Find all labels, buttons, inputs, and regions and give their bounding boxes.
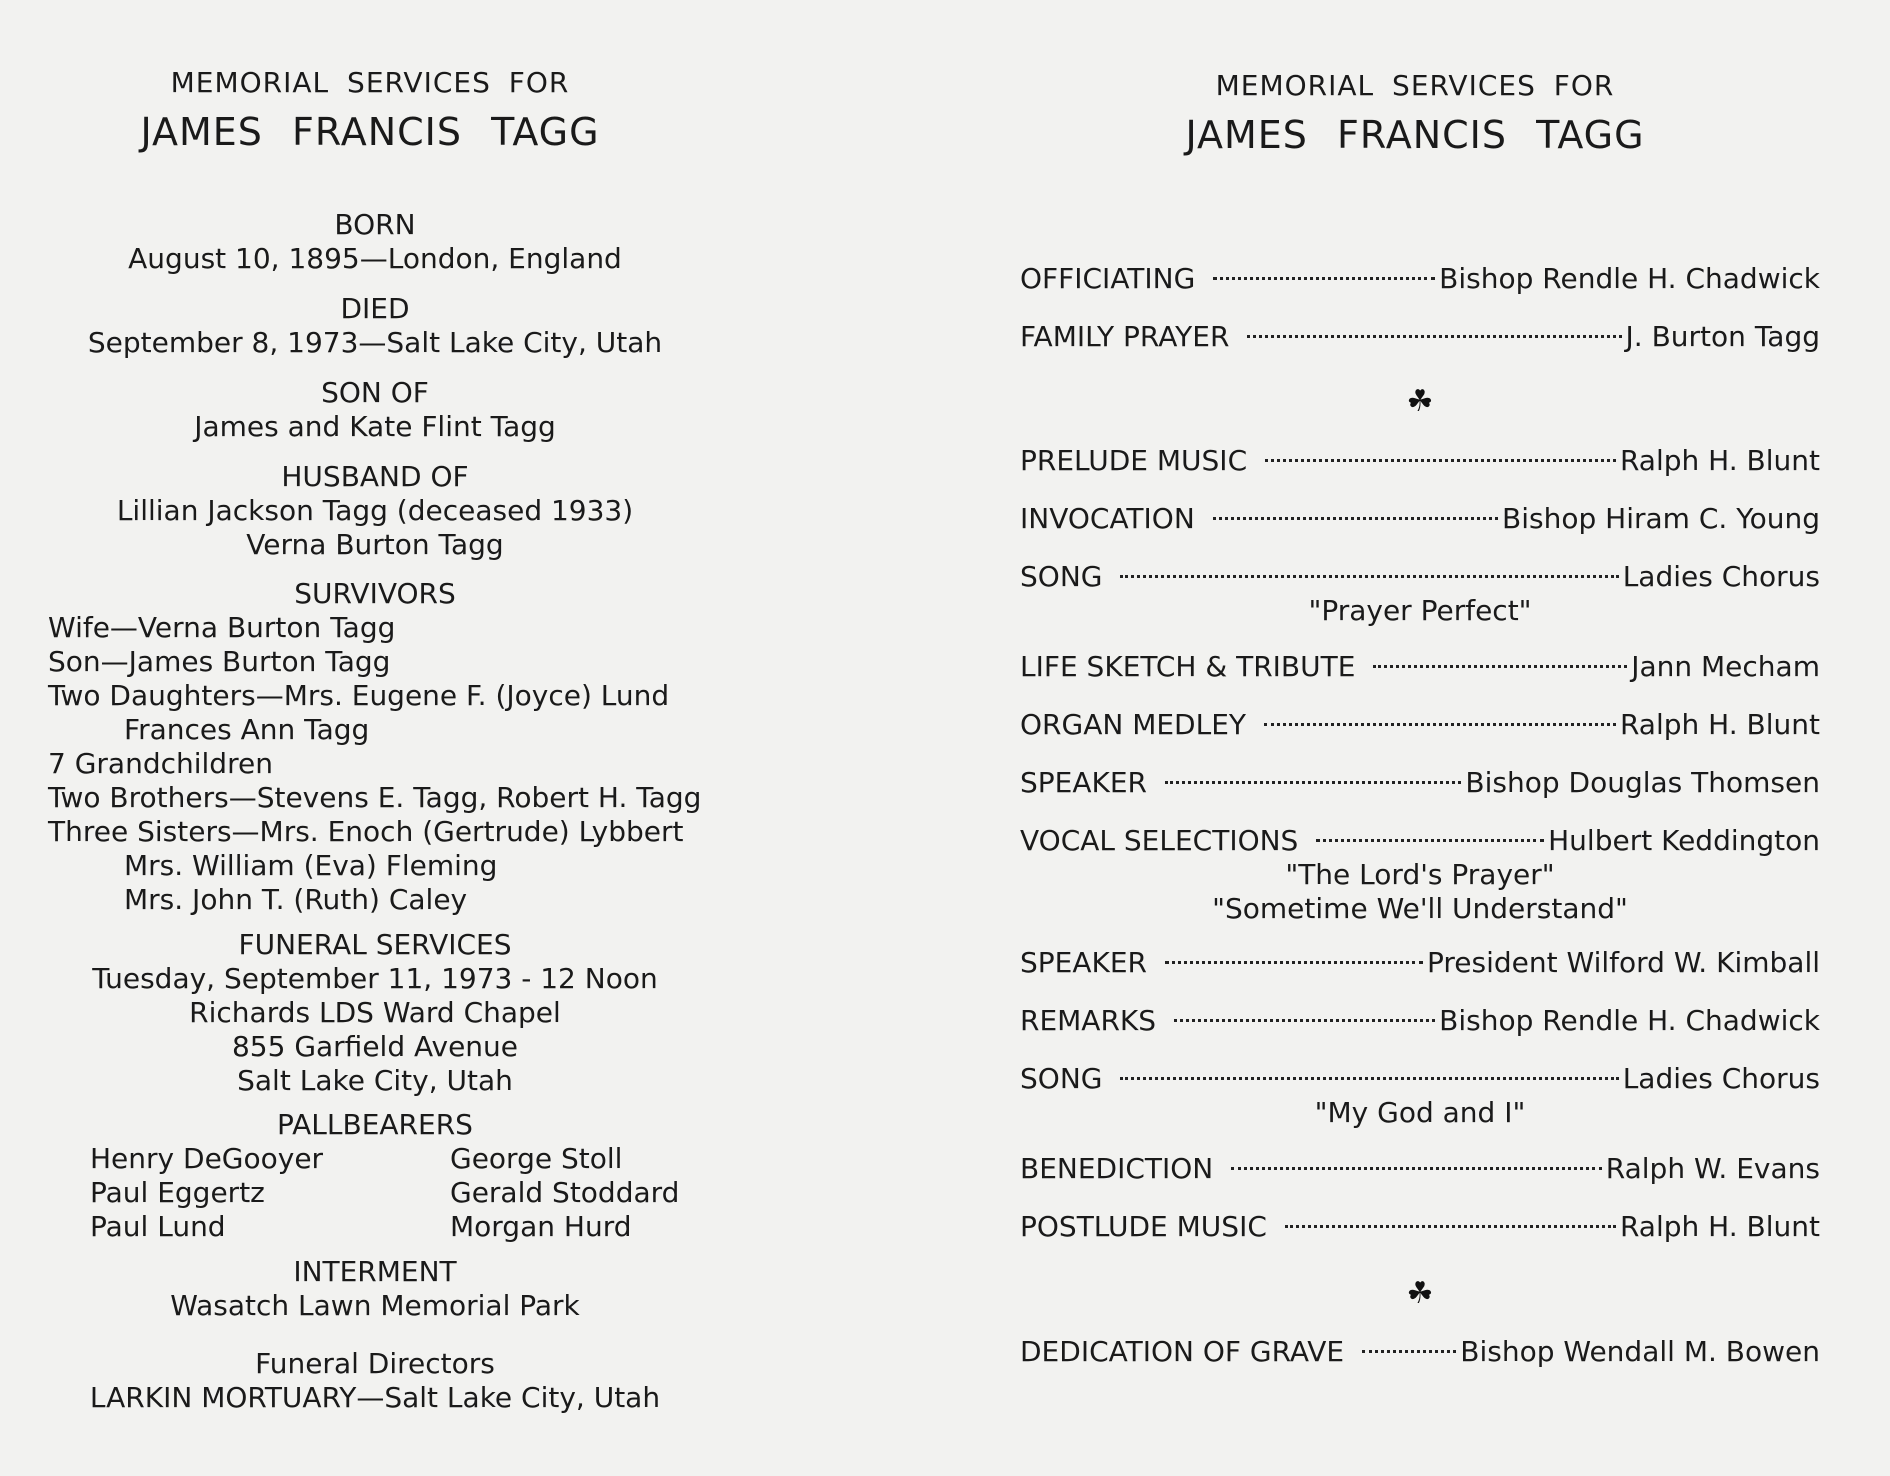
leader-dots <box>1213 517 1498 520</box>
program-item-person: Hulbert Keddington <box>1548 824 1820 857</box>
pallbearer-name: Paul Lund <box>90 1210 226 1243</box>
pallbearers-grid <box>0 1142 750 1244</box>
funeral-services-section <box>0 928 750 1098</box>
right-name: JAMES FRANCIS TAGG <box>1185 113 1645 157</box>
program-row <box>1020 262 1820 296</box>
left-page <box>0 0 760 1476</box>
program-item-label: FAMILY PRAYER <box>1020 320 1230 353</box>
program-item-label: SPEAKER <box>1020 766 1148 799</box>
program-item <box>1020 444 1820 478</box>
pallbearer-name: Paul Eggertz <box>90 1176 265 1209</box>
survivor-line: Frances Ann Tagg <box>124 713 370 746</box>
program-item-label: OFFICIATING <box>1020 262 1196 295</box>
survivor-line: Mrs. William (Eva) Fleming <box>124 849 498 882</box>
program-item-person: Ralph H. Blunt <box>1619 444 1820 477</box>
program-item <box>1020 560 1820 628</box>
program-item-person: Bishop Rendle H. Chadwick <box>1439 262 1820 295</box>
program-item-label: BENEDICTION <box>1020 1152 1214 1185</box>
program-item <box>1020 1335 1820 1369</box>
program-item-label: LIFE SKETCH & TRIBUTE <box>1020 650 1356 683</box>
program-item-label: SONG <box>1020 1062 1103 1095</box>
clover-ornament-icon: ☘ <box>1406 1276 1434 1311</box>
program-row <box>1020 1335 1820 1369</box>
program-row <box>1020 766 1820 800</box>
leader-dots <box>1265 459 1616 462</box>
program-item-label: DEDICATION OF GRAVE <box>1020 1335 1345 1368</box>
program-item-label: ORGAN MEDLEY <box>1020 708 1246 741</box>
program-item-person: Bishop Rendle H. Chadwick <box>1439 1004 1820 1037</box>
program-item-label: SPEAKER <box>1020 946 1148 979</box>
program-item-title: "Sometime We'll Understand" <box>1212 892 1628 925</box>
funeral-line: Salt Lake City, Utah <box>237 1064 513 1097</box>
pallbearers-section <box>0 1108 750 1244</box>
interment-section <box>0 1255 750 1323</box>
funeral-services-label: FUNERAL SERVICES <box>238 928 512 961</box>
program-item-person: Bishop Douglas Thomsen <box>1465 766 1820 799</box>
left-header: MEMORIAL SERVICES FOR <box>170 66 570 99</box>
survivor-line: 7 Grandchildren <box>48 747 273 780</box>
husband-of-line: Lillian Jackson Tagg (deceased 1933) <box>116 494 634 527</box>
program-item-label: VOCAL SELECTIONS <box>1020 824 1299 857</box>
program-item-person: Ralph H. Blunt <box>1619 708 1820 741</box>
survivor-line: Two Brothers—Stevens E. Tagg, Robert H. Tagg <box>48 781 702 814</box>
program-item-label: POSTLUDE MUSIC <box>1020 1210 1267 1243</box>
died-value: September 8, 1973—Salt Lake City, Utah <box>87 326 663 359</box>
program-item <box>1020 824 1820 926</box>
interment-label: INTERMENT <box>293 1255 457 1288</box>
died-section <box>0 292 750 360</box>
program-row <box>1020 320 1820 354</box>
program-item-person: Bishop Wendall M. Bowen <box>1460 1335 1820 1368</box>
leader-dots <box>1120 575 1618 578</box>
born-label: BORN <box>334 208 416 241</box>
program-item-person: Ralph W. Evans <box>1605 1152 1820 1185</box>
program-row <box>1020 1004 1820 1038</box>
program-row <box>1020 946 1820 980</box>
leader-dots <box>1316 839 1544 842</box>
program-item-person: President Wilford W. Kimball <box>1427 946 1820 979</box>
leader-dots <box>1362 1350 1456 1353</box>
program-row <box>1020 650 1820 684</box>
interment-value: Wasatch Lawn Memorial Park <box>170 1289 580 1322</box>
son-of-label: SON OF <box>321 376 429 409</box>
program-item-person: Ladies Chorus <box>1622 560 1820 593</box>
pallbearer-name: George Stoll <box>450 1142 623 1175</box>
clover-ornament-icon: ☘ <box>1406 384 1434 419</box>
program-item-person: Ladies Chorus <box>1622 1062 1820 1095</box>
program-item <box>1020 1004 1820 1038</box>
program-item-label: SONG <box>1020 560 1103 593</box>
program-item-title: "The Lord's Prayer" <box>1285 858 1555 891</box>
left-name: JAMES FRANCIS TAGG <box>140 110 600 154</box>
program-item <box>1020 708 1820 742</box>
leader-dots <box>1231 1167 1602 1170</box>
died-label: DIED <box>340 292 410 325</box>
program-item-label: PRELUDE MUSIC <box>1020 444 1248 477</box>
funeral-line: 855 Garfield Avenue <box>231 1030 519 1063</box>
survivor-line: Son—James Burton Tagg <box>48 645 391 678</box>
born-value: August 10, 1895—London, England <box>128 242 622 275</box>
program-item <box>1020 946 1820 980</box>
funeral-line: Richards LDS Ward Chapel <box>189 996 561 1029</box>
pallbearer-name: Morgan Hurd <box>450 1210 632 1243</box>
program-row <box>1020 560 1820 594</box>
survivor-line: Three Sisters—Mrs. Enoch (Gertrude) Lybbert <box>48 815 684 848</box>
program-item <box>1020 1210 1820 1244</box>
leader-dots <box>1213 277 1435 280</box>
leader-dots <box>1165 961 1423 964</box>
pallbearer-name: Gerald Stoddard <box>450 1176 680 1209</box>
program-row <box>1020 1210 1820 1244</box>
leader-dots <box>1247 335 1621 338</box>
program-item-person: Ralph H. Blunt <box>1619 1210 1820 1243</box>
program-row <box>1020 708 1820 742</box>
right-page <box>1000 0 1840 1476</box>
program-item <box>1020 1152 1820 1186</box>
program-item <box>1020 502 1820 536</box>
survivors-section <box>0 577 750 917</box>
leader-dots <box>1174 1019 1435 1022</box>
leader-dots <box>1264 723 1616 726</box>
program-item-person: Jann Mecham <box>1631 650 1820 683</box>
son-of-section <box>0 376 750 444</box>
leader-dots <box>1120 1077 1618 1080</box>
leader-dots <box>1285 1225 1616 1228</box>
funeral-line: Tuesday, September 11, 1973 - 12 Noon <box>92 962 658 995</box>
funeral-directors-section <box>0 1347 750 1415</box>
husband-of-label: HUSBAND OF <box>281 460 469 493</box>
program-row <box>1020 824 1820 858</box>
program-item-label: INVOCATION <box>1020 502 1195 535</box>
program-row <box>1020 1062 1820 1096</box>
program-item <box>1020 320 1820 354</box>
program-item-person: Bishop Hiram C. Young <box>1502 502 1820 535</box>
funeral-directors-label: Funeral Directors <box>255 1347 495 1380</box>
program-item-person: J. Burton Tagg <box>1625 320 1820 353</box>
leader-dots <box>1373 665 1627 668</box>
leader-dots <box>1165 781 1461 784</box>
husband-of-section <box>0 460 750 562</box>
pallbearer-name: Henry DeGooyer <box>90 1142 324 1175</box>
right-header: MEMORIAL SERVICES FOR <box>1215 69 1615 102</box>
husband-of-line: Verna Burton Tagg <box>246 528 504 561</box>
program-item <box>1020 1062 1820 1130</box>
son-of-value: James and Kate Flint Tagg <box>194 410 556 443</box>
survivor-line: Wife—Verna Burton Tagg <box>48 611 396 644</box>
survivors-label: SURVIVORS <box>294 577 456 610</box>
program-item <box>1020 650 1820 684</box>
program-item <box>1020 766 1820 800</box>
pallbearers-label: PALLBEARERS <box>277 1108 473 1141</box>
survivor-line: Two Daughters—Mrs. Eugene F. (Joyce) Lund <box>48 679 670 712</box>
program-item <box>1020 262 1820 296</box>
program-row <box>1020 1152 1820 1186</box>
survivor-line: Mrs. John T. (Ruth) Caley <box>124 883 468 916</box>
program-row <box>1020 502 1820 536</box>
born-section <box>0 208 750 276</box>
program-row <box>1020 444 1820 478</box>
program-item-title: "Prayer Perfect" <box>1308 594 1532 627</box>
funeral-directors-value: LARKIN MORTUARY—Salt Lake City, Utah <box>89 1381 661 1414</box>
program-item-title: "My God and I" <box>1314 1096 1526 1129</box>
program-item-label: REMARKS <box>1020 1004 1157 1037</box>
